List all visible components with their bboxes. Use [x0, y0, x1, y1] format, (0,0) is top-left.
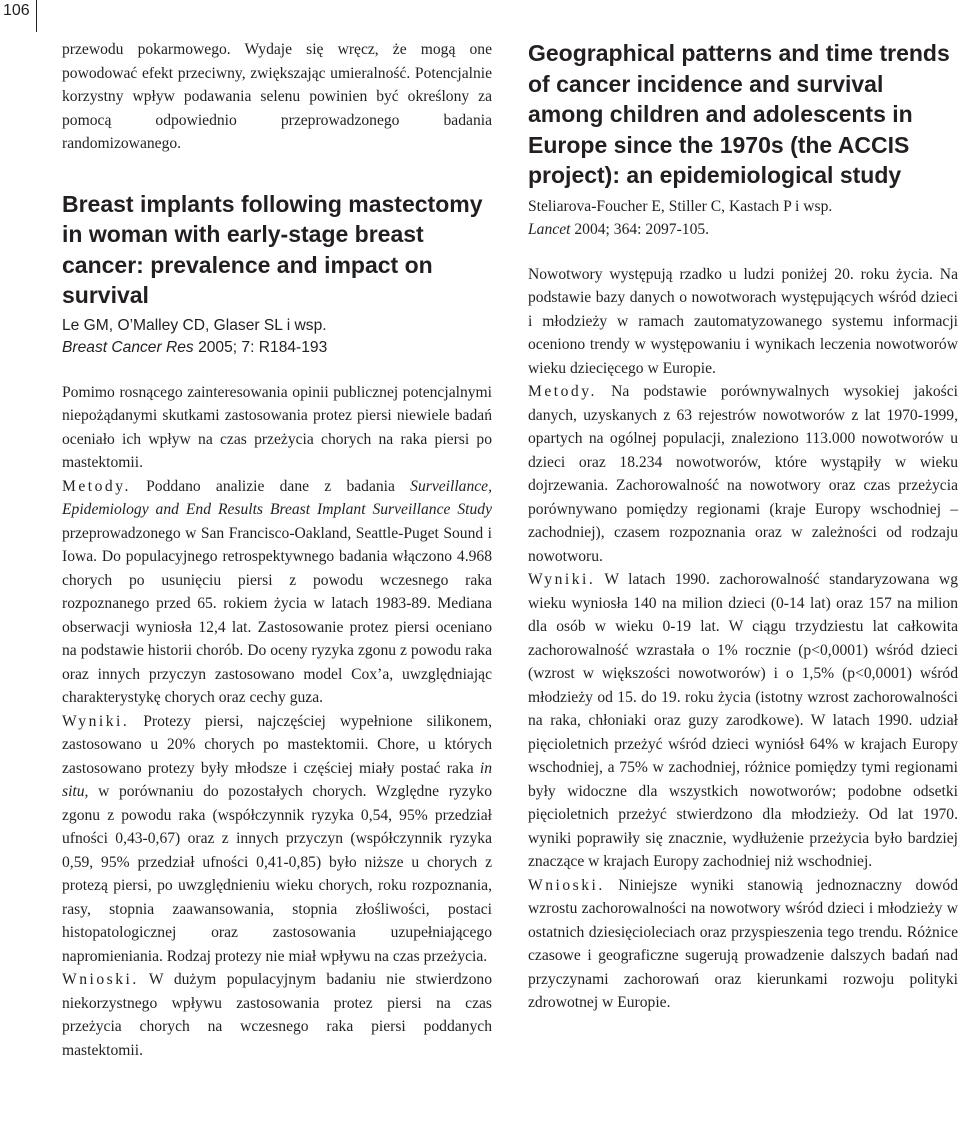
methods-label-left: Metody.: [62, 477, 131, 495]
authors-right: Steliarova-Foucher E, Stiller C, Kastach P i wsp.: [528, 197, 833, 215]
journal-citation-right: 2004; 364: 2097-105.: [570, 220, 710, 238]
conclusions-text-right: Niniejsze wyniki stanowią jednoznaczny dowód wzrostu zachorowalności na nowotwory wśród dzieci i młodzieży w ostatnich dziesięcioleciach oraz przyspieszenia tego trendu. Różnice czasowe i geograficzne sugerują prowadzenie dalszych badań nad przyczynami zachorowań oraz kierunkami rozwoju polityki zdrowotnej w Europie.: [528, 876, 958, 1011]
conclusions-text-left: W dużym populacyjnym badaniu nie stwierdzono niekorzystnego wpływu zastosowania protez piersi na czas przeżycia chorych na wczesnego raka piersi poddanych mastektomii.: [62, 971, 492, 1059]
results-label-right: Wyniki.: [528, 571, 596, 588]
results-label-left: Wyniki.: [62, 712, 130, 730]
journal-citation-left: 2005; 7: R184-193: [193, 338, 328, 356]
methods-label-right: Metody.: [528, 383, 597, 400]
intro-paragraph: przewodu pokarmowego. Wydaje się wręcz, że mogą one powodować efekt przeciwny, zwiększając umieralność. Potencjalnie korzystny wpływ podawania selenu powinien być określony za pomocą odpowiednio przeprowadzonego badania randomizowanego.: [62, 41, 492, 152]
conclusions-paragraph-left: [62, 968, 492, 1062]
results-text-right: W latach 1990. zachorowalność standaryzowana wg wieku wyniosła 140 na milion dzieci (0-14 lat) oraz 157 na milion dla osób w wieku 0-19 lat. W ciągu trzydziestu lat całkowita zachorowalność wzrastała o 1% rocznie (p<0,0001) wśród dzieci (wzrost w większości nowotworów) i o 1,5% (p<0,0001) wśród młodzieży od 15. do 19. roku życia (istotny wzrost zachorowalności na raka, chłoniaki oraz guzy zarodkowe). W latach 1990. udział pięcioletnich przeżyć wśród dzieci wyniósł 64% w krajach Europy wschodniej, a 75% w zachodniej, różnice pomiędzy tymi regionami były widoczne dla wszystkich nowotworów; podobne odsetki pięcioletnich przeżyć stwierdzono dla młodzieży. Od lat 1970. wyniki poprawiły się znacznie, wydłużenie przeżycia było bardziej znaczące w krajach Europy zachodniej niż wschodniej.: [528, 571, 958, 870]
results-text-left-a: Protezy piersi, najczęściej wypełnione silikonem, zastosowano u 20% chorych po mastektomii. Chore, u których zastosowano protezy były młodsze i częściej miały postać raka: [62, 712, 492, 777]
abstract-intro-left: Pomimo rosnącego zainteresowania opinii publicznej potencjalnymi niepożądanymi skutkami zastosowania protez piersi niewiele badań oceniało ich wpływ na czas przeżycia chorych na raka piersi po mastektomii.: [62, 383, 492, 471]
left-column: [62, 38, 492, 1062]
methods-paragraph-right: [528, 380, 958, 568]
methods-paragraph-left: [62, 475, 492, 710]
methods-text-left-b: przeprowadzonego w San Francisco-Oakland, Seattle-Puget Sound i Iowa. Do populacyjnego retrospektywnego badania włączono 4.968 chorych po usunięciu piersi z powodu wczesnego raka rozpoznanego przed 65. rokiem życia w latach 1983-89. Mediana obserwacji wyniosła 12,4 lat. Zastosowanie protez piersi oceniano na podstawie historii chorób. Do oceny ryzyka zgonu z powodu raka oraz innych przyczyn zastosowano model Cox’a, uwzględniając charakterystykę chorych oraz cechy guza.: [62, 524, 492, 706]
methods-text-left-a: Poddano analizie dane z badania: [130, 477, 411, 495]
results-paragraph-left: [62, 710, 492, 969]
results-text-left-b: w porównaniu do pozostałych chorych. Względne ryzyko zgonu z powodu raka (współczynnik ryzyka 0,54, 95% przedział ufności 0,43-0,67) oraz z innych przyczyn (współczynnik ryzyka 0,59, 95% przedział ufności 0,41-0,85) było niższe u chorych z protezą piersi, po uwzględnieniu wieku chorych, roku rozpoznania, rasy, stopnia zaawansowania, stopnia złośliwości, postaci histopatologicznej oraz zastosowania uzupełniającego napromieniania. Rodzaj protezy nie miał wpływu na czas przeżycia.: [62, 783, 492, 965]
conclusions-label-left: Wnioski.: [62, 971, 139, 988]
journal-name-left: Breast Cancer Res: [62, 338, 194, 356]
conclusions-paragraph-right: [528, 874, 958, 1015]
abstract-intro-right: Nowotwory występują rzadko u ludzi poniżej 20. roku życia. Na podstawie bazy danych o nowotworach występujących wśród dzieci i młodzieży w ramach zautomatyzowanego systemu informacji oceniono trendy w występowaniu i wynikach leczenia nowotworów wieku dziecięcego w Europie.: [528, 265, 958, 377]
methods-text-right: Na podstawie porównywalnych wysokiej jakości danych, uzyskanych z 63 rejestrów nowotworów z lat 1970-1999, opartych na ogólnej populacji, znaleziono 113.000 nowotworów u dzieci oraz 18.234 nowotworów, które wystąpiły w wieku dojrzewania. Zachorowalność na nowotwory oraz czas przeżycia porównywano pomiędzy regionami (kraje Europy wschodniej – zachodniej), czasem rozpoznania oraz w zależności od rodzaju nowotworu.: [528, 383, 958, 565]
article-title-left: Breast implants following mastectomy in woman with early-stage breast cancer: prevalence and impact on survival: [62, 190, 483, 308]
journal-name-right: Lancet: [528, 220, 571, 238]
authors-left: Le GM, O’Malley CD, Glaser SL i wsp.: [62, 316, 327, 334]
results-paragraph-right: [528, 568, 958, 874]
results-italic-left: in situ,: [62, 759, 492, 800]
page-number: 106: [3, 2, 30, 19]
header-rule: [36, 0, 37, 32]
right-column: [528, 38, 958, 1015]
methods-study-name-left: Surveillance, Epidemiology and End Results Breast Implant Surveillance Study: [62, 477, 492, 518]
journal-ref-left: [62, 337, 492, 359]
article-title-right: Geographical patterns and time trends of cancer incidence and survival among children and adolescents in Europe since the 1970s (the ACCIS project): an epidemiological study: [528, 40, 950, 188]
journal-ref-right: [528, 218, 958, 241]
conclusions-label-right: Wnioski.: [528, 876, 605, 894]
